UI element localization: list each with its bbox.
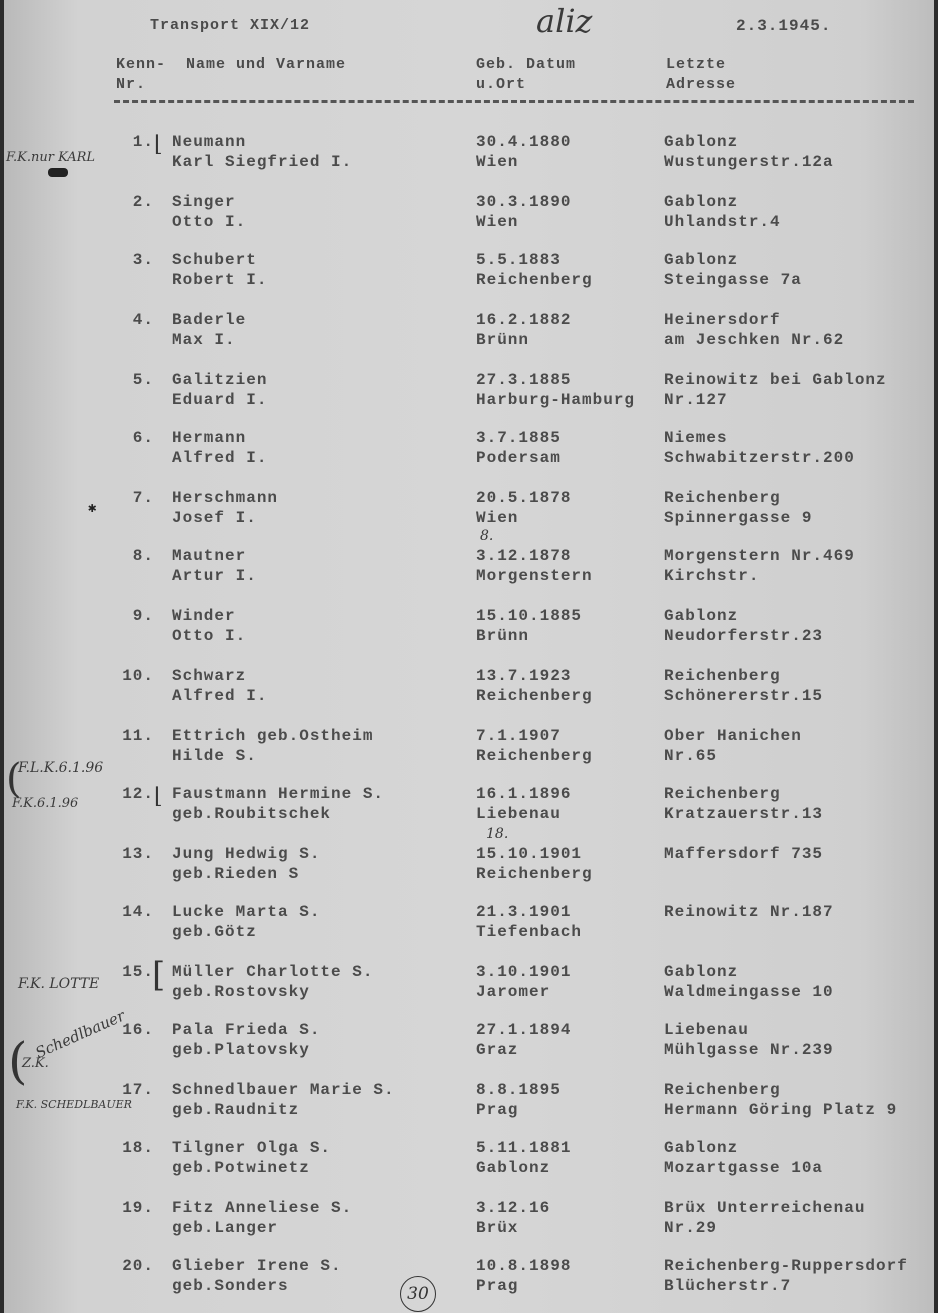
row-birth-place: Reichenberg bbox=[476, 747, 593, 765]
row-birth-place: Morgenstern bbox=[476, 567, 593, 585]
row-name-line1: Faustmann Hermine S. bbox=[172, 785, 385, 803]
row-address-line1: Reichenberg bbox=[664, 1081, 781, 1099]
row-address-line2: Nr.65 bbox=[664, 747, 718, 765]
row-birth-date: 13.7.1923 bbox=[476, 667, 572, 685]
row-name-line1: Jung Hedwig S. bbox=[172, 845, 321, 863]
row-name-line1: Schnedlbauer Marie S. bbox=[172, 1081, 395, 1099]
row-number: 13. bbox=[122, 845, 154, 863]
row-address-line2: Schönererstr.15 bbox=[664, 687, 824, 705]
row-birth-date: 3.12.1878 bbox=[476, 547, 572, 565]
row-birth-date: 8.8.1895 bbox=[476, 1081, 561, 1099]
row-birth-date: 3.12.16 bbox=[476, 1199, 551, 1217]
row-number: 1. bbox=[132, 133, 154, 151]
row-address-line1: Liebenau bbox=[664, 1021, 749, 1039]
row-number: 2. bbox=[132, 193, 154, 211]
list-row bbox=[4, 192, 934, 236]
row-birth-date: 3.10.1901 bbox=[476, 963, 572, 981]
transport-title: Transport XIX/12 bbox=[150, 17, 311, 34]
row-address-line1: Reinowitz Nr.187 bbox=[664, 903, 834, 921]
row-birth-place: Wien bbox=[476, 153, 519, 171]
row-address-line1: Reichenberg bbox=[664, 489, 781, 507]
row-name-line2: geb.Rieden S bbox=[172, 865, 300, 883]
list-row bbox=[4, 428, 934, 472]
row-number: 17. bbox=[122, 1081, 154, 1099]
row-birth-place: Gablonz bbox=[476, 1159, 551, 1177]
row-name-line2: geb.Langer bbox=[172, 1219, 279, 1237]
col-header-birth-1: Geb. Datum bbox=[476, 56, 577, 73]
col-header-nr-1: Kenn- bbox=[116, 56, 167, 73]
row-address-line1: Heinersdorf bbox=[664, 311, 781, 329]
handwritten-mark: aliz bbox=[536, 2, 593, 40]
row-name-line2: geb.Potwinetz bbox=[172, 1159, 310, 1177]
document-date: 2.3.1945. bbox=[736, 17, 832, 35]
row-address-line2: Uhlandstr.4 bbox=[664, 213, 781, 231]
row-number: 8. bbox=[132, 547, 154, 565]
row-address-line1: Maffersdorf 735 bbox=[664, 845, 824, 863]
row-birth-place: Prag bbox=[476, 1101, 519, 1119]
col-header-birth-2: u.Ort bbox=[476, 76, 527, 93]
col-header-name: Name und Varname bbox=[186, 56, 347, 73]
row-name-line1: Mautner bbox=[172, 547, 247, 565]
row-address-line2: Nr.29 bbox=[664, 1219, 718, 1237]
row-address-line2: Schwabitzerstr.200 bbox=[664, 449, 855, 467]
row-birth-date: 5.11.1881 bbox=[476, 1139, 572, 1157]
row-birth-date: 15.10.1901 bbox=[476, 845, 583, 863]
row-birth-place: Harburg-Hamburg bbox=[476, 391, 636, 409]
row-name-line1: Singer bbox=[172, 193, 236, 211]
row-name-line1: Pala Frieda S. bbox=[172, 1021, 321, 1039]
row-address-line1: Gablonz bbox=[664, 963, 739, 981]
row-birth-date: 16.1.1896 bbox=[476, 785, 572, 803]
annotation-row15: F.K. LOTTE bbox=[18, 976, 100, 992]
row-birth-date: 21.3.1901 bbox=[476, 903, 572, 921]
row-address-line1: Niemes bbox=[664, 429, 728, 447]
row-name-line2: Max I. bbox=[172, 331, 236, 349]
row-name-line1: Galitzien bbox=[172, 371, 268, 389]
row-name-line2: Karl Siegfried I. bbox=[172, 153, 353, 171]
annotation-bracket-row15: [ bbox=[152, 955, 166, 995]
row-number: 9. bbox=[132, 607, 154, 625]
list-row bbox=[4, 1080, 934, 1124]
row-address-line2: Neudorferstr.23 bbox=[664, 627, 824, 645]
row-birth-date: 16.2.1882 bbox=[476, 311, 572, 329]
ink-blot bbox=[48, 168, 68, 177]
col-header-nr-2: Nr. bbox=[116, 76, 147, 93]
row-name-line1: Glieber Irene S. bbox=[172, 1257, 342, 1275]
list-row bbox=[4, 546, 934, 590]
row-birth-place: Wien bbox=[476, 509, 519, 527]
row-address-line1: Morgenstern Nr.469 bbox=[664, 547, 855, 565]
row-birth-place: Reichenberg bbox=[476, 687, 593, 705]
row-number: 6. bbox=[132, 429, 154, 447]
annotation-over8: 8. bbox=[480, 528, 494, 544]
row-name-line1: Herschmann bbox=[172, 489, 279, 507]
list-row bbox=[4, 1256, 934, 1300]
row-birth-date: 10.8.1898 bbox=[476, 1257, 572, 1275]
row-address-line2: Spinnergasse 9 bbox=[664, 509, 813, 527]
row-address-line2: Kirchstr. bbox=[664, 567, 760, 585]
annotation-bracket-row17: ( bbox=[8, 1032, 28, 1090]
row-address-line2: Steingasse 7a bbox=[664, 271, 802, 289]
annotation-row17b: Schedlbauer bbox=[32, 1006, 128, 1062]
row-address-line2: Wustungerstr.12a bbox=[664, 153, 834, 171]
row-name-line2: geb.Platovsky bbox=[172, 1041, 310, 1059]
asterisk-mark: ✱ bbox=[88, 501, 97, 517]
row-birth-date: 30.3.1890 bbox=[476, 193, 572, 211]
annotation-bracket-row12b: ⌊ bbox=[154, 784, 163, 809]
row-name-line1: Schubert bbox=[172, 251, 257, 269]
row-birth-date: 5.5.1883 bbox=[476, 251, 561, 269]
row-address-line1: Gablonz bbox=[664, 193, 739, 211]
annotation-bracket-row1: ⌊ bbox=[154, 132, 163, 157]
row-address-line1: Gablonz bbox=[664, 1139, 739, 1157]
row-address-line1: Gablonz bbox=[664, 607, 739, 625]
row-number: 16. bbox=[122, 1021, 154, 1039]
row-birth-place: Prag bbox=[476, 1277, 519, 1295]
row-address-line1: Ober Hanichen bbox=[664, 727, 802, 745]
row-number: 4. bbox=[132, 311, 154, 329]
row-birth-place: Reichenberg bbox=[476, 865, 593, 883]
header-divider bbox=[114, 100, 914, 107]
row-number: 19. bbox=[122, 1199, 154, 1217]
list-row bbox=[4, 1138, 934, 1182]
list-row bbox=[4, 1198, 934, 1242]
row-name-line2: Alfred I. bbox=[172, 687, 268, 705]
row-name-line1: Müller Charlotte S. bbox=[172, 963, 374, 981]
list-row bbox=[4, 902, 934, 946]
col-header-address-2: Adresse bbox=[666, 76, 737, 93]
row-address-line1: Reichenberg-Ruppersdorf bbox=[664, 1257, 908, 1275]
row-birth-place: Brüx bbox=[476, 1219, 519, 1237]
row-address-line2: Nr.127 bbox=[664, 391, 728, 409]
row-name-line1: Ettrich geb.Ostheim bbox=[172, 727, 374, 745]
list-row bbox=[4, 726, 934, 770]
annotation-row17a: Z.K. bbox=[22, 1056, 49, 1071]
list-row bbox=[4, 1020, 934, 1064]
row-address-line2: Mozartgasse 10a bbox=[664, 1159, 824, 1177]
row-birth-place: Brünn bbox=[476, 627, 530, 645]
row-address-line1: Brüx Unterreichenau bbox=[664, 1199, 866, 1217]
row-address-line2: Blücherstr.7 bbox=[664, 1277, 792, 1295]
row-name-line2: geb.Sonders bbox=[172, 1277, 289, 1295]
row-name-line2: Otto I. bbox=[172, 213, 247, 231]
row-number: 18. bbox=[122, 1139, 154, 1157]
row-birth-place: Podersam bbox=[476, 449, 561, 467]
list-row bbox=[4, 132, 934, 176]
row-name-line1: Baderle bbox=[172, 311, 247, 329]
row-birth-date: 7.1.1907 bbox=[476, 727, 561, 745]
row-number: 7. bbox=[132, 489, 154, 507]
row-name-line1: Neumann bbox=[172, 133, 247, 151]
list-row bbox=[4, 844, 934, 888]
row-name-line1: Winder bbox=[172, 607, 236, 625]
row-address-line1: Gablonz bbox=[664, 133, 739, 151]
row-name-line1: Fitz Anneliese S. bbox=[172, 1199, 353, 1217]
col-header-address-1: Letzte bbox=[666, 56, 727, 73]
annotation-bracket-row12: ( bbox=[6, 756, 22, 802]
row-birth-date: 30.4.1880 bbox=[476, 133, 572, 151]
row-name-line2: geb.Götz bbox=[172, 923, 257, 941]
row-birth-date: 15.10.1885 bbox=[476, 607, 583, 625]
list-row bbox=[4, 784, 934, 828]
row-birth-date: 3.7.1885 bbox=[476, 429, 561, 447]
row-name-line2: geb.Raudnitz bbox=[172, 1101, 300, 1119]
row-number: 11. bbox=[122, 727, 154, 745]
row-number: 12. bbox=[122, 785, 154, 803]
list-row bbox=[4, 370, 934, 414]
row-birth-place: Wien bbox=[476, 213, 519, 231]
row-name-line1: Tilgner Olga S. bbox=[172, 1139, 332, 1157]
row-number: 5. bbox=[132, 371, 154, 389]
row-address-line2: am Jeschken Nr.62 bbox=[664, 331, 845, 349]
list-row bbox=[4, 488, 934, 532]
row-name-line1: Schwarz bbox=[172, 667, 247, 685]
row-name-line2: Alfred I. bbox=[172, 449, 268, 467]
row-name-line2: Otto I. bbox=[172, 627, 247, 645]
list-row bbox=[4, 666, 934, 710]
row-number: 3. bbox=[132, 251, 154, 269]
row-name-line2: Artur I. bbox=[172, 567, 257, 585]
row-name-line1: Lucke Marta S. bbox=[172, 903, 321, 921]
row-name-line2: Hilde S. bbox=[172, 747, 257, 765]
row-address-line2: Waldmeingasse 10 bbox=[664, 983, 834, 1001]
page-number: 30 bbox=[400, 1276, 436, 1312]
row-name-line2: Eduard I. bbox=[172, 391, 268, 409]
row-name-line2: geb.Rostovsky bbox=[172, 983, 310, 1001]
row-birth-place: Liebenau bbox=[476, 805, 561, 823]
row-address-line1: Reichenberg bbox=[664, 785, 781, 803]
row-birth-place: Graz bbox=[476, 1041, 519, 1059]
row-number: 20. bbox=[122, 1257, 154, 1275]
row-name-line2: Robert I. bbox=[172, 271, 268, 289]
list-row bbox=[4, 955, 934, 1006]
annotation-row12b: F.K.6.1.96 bbox=[12, 796, 79, 811]
row-birth-place: Tiefenbach bbox=[476, 923, 583, 941]
row-address-line1: Gablonz bbox=[664, 251, 739, 269]
list-row bbox=[4, 606, 934, 650]
row-birth-place: Reichenberg bbox=[476, 271, 593, 289]
row-name-line2: geb.Roubitschek bbox=[172, 805, 332, 823]
annotation-row12a: F.L.K.6.1.96 bbox=[18, 760, 104, 776]
annotation-over13: 18. bbox=[486, 826, 509, 842]
row-address-line2: Hermann Göring Platz 9 bbox=[664, 1101, 898, 1119]
row-address-line1: Reinowitz bei Gablonz bbox=[664, 371, 887, 389]
row-birth-date: 27.1.1894 bbox=[476, 1021, 572, 1039]
annotation-row17c: F.K. SCHEDLBAUER bbox=[16, 1098, 132, 1111]
row-address-line2: Kratzauerstr.13 bbox=[664, 805, 824, 823]
row-birth-place: Jaromer bbox=[476, 983, 551, 1001]
annotation-row1: F.K.nur KARL bbox=[6, 150, 96, 165]
row-name-line1: Hermann bbox=[172, 429, 247, 447]
document-page bbox=[4, 0, 934, 1313]
list-row bbox=[4, 310, 934, 354]
list-row bbox=[4, 250, 934, 294]
row-name-line2: Josef I. bbox=[172, 509, 257, 527]
row-number: 14. bbox=[122, 903, 154, 921]
row-address-line2: Mühlgasse Nr.239 bbox=[664, 1041, 834, 1059]
row-birth-date: 27.3.1885 bbox=[476, 371, 572, 389]
row-number: 10. bbox=[122, 667, 154, 685]
row-birth-place: Brünn bbox=[476, 331, 530, 349]
row-number: 15. bbox=[122, 963, 154, 981]
row-birth-date: 20.5.1878 bbox=[476, 489, 572, 507]
row-address-line1: Reichenberg bbox=[664, 667, 781, 685]
